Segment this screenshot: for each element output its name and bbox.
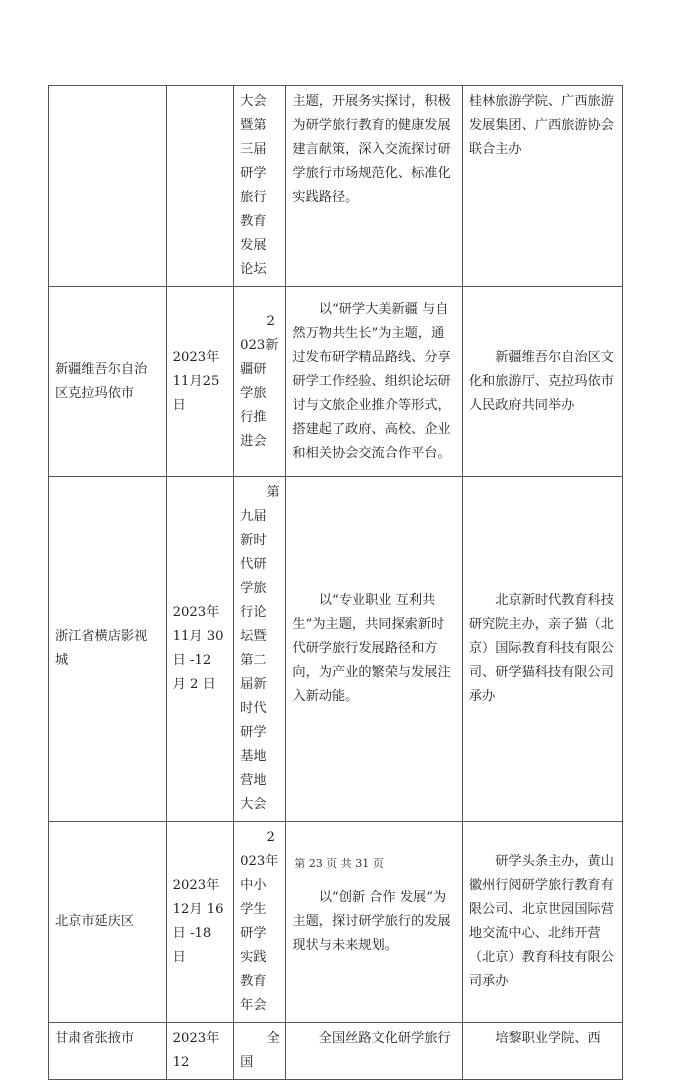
location-cell: 北京市延庆区 xyxy=(49,822,167,1023)
date-cell: 2023年12月 16 日 -18 日 xyxy=(166,822,234,1023)
table-row xyxy=(49,287,623,477)
location-cell: 新疆维吾尔自治区克拉玛依市 xyxy=(49,287,167,477)
event-cell: 大会暨第三届研学旅行教育发展论坛 xyxy=(234,86,286,287)
event-cell: 2023年中小学生研学实践教育年会 xyxy=(234,822,286,1023)
location-cell: 浙江省横店影视城 xyxy=(49,477,167,822)
content-cell: 主题，开展务实探讨，积极为研学旅行教育的健康发展建言献策，深入交流探讨研学旅行市场规范化、标准化实践路径。 xyxy=(286,86,462,287)
table-row xyxy=(49,86,623,287)
date-cell: 2023年12 xyxy=(166,1023,234,1080)
event-cell: 全国 xyxy=(234,1023,286,1080)
content-cell: 以“研学大美新疆 与自然万物共生长”为主题，通过发布研学精品路线、分享研学工作经验、组织论坛研讨与文旅企业推介等形式，搭建起了政府、高校、企业和相关协会交流合作平台。 xyxy=(286,287,462,477)
table-row xyxy=(49,477,623,822)
location-cell xyxy=(49,86,167,287)
organizer-cell: 培黎职业学院、西 xyxy=(462,1023,622,1080)
date-cell xyxy=(166,86,234,287)
event-cell: 第九届新时代研学旅行论坛暨第二届新时代研学基地营地大会 xyxy=(234,477,286,822)
organizer-cell: 研学头条主办，黄山徽州行阅研学旅行教育有限公司、北京世园国际营地交流中心、北纬开营（北京）教育科技有限公司承办 xyxy=(462,822,622,1023)
organizer-cell: 北京新时代教育科技研究院主办，亲子猫（北京）国际教育科技有限公司、研学猫科技有限公司承办 xyxy=(462,477,622,822)
date-cell: 2023年11月 30 日 -12 月 2 日 xyxy=(166,477,234,822)
table-row xyxy=(49,822,623,1023)
page-footer: 第 23 页 共 31 页 xyxy=(294,857,384,870)
table-row xyxy=(49,1023,623,1080)
content-cell: 全国丝路文化研学旅行 xyxy=(286,1023,462,1080)
organizer-cell: 新疆维吾尔自治区文化和旅游厅、克拉玛依市人民政府共同举办 xyxy=(462,287,622,477)
organizer-cell: 桂林旅游学院、广西旅游发展集团、广西旅游协会联合主办 xyxy=(462,86,622,287)
content-cell: 以“专业职业 互利共生”为主题，共同探索新时代研学旅行发展路径和方向，为产业的繁荣与发展注入新动能。 xyxy=(286,477,462,822)
location-cell: 甘肃省张掖市 xyxy=(49,1023,167,1080)
events-table xyxy=(48,85,623,1080)
event-cell: 2023新疆研学旅行推进会 xyxy=(234,287,286,477)
content-cell: 以“创新 合作 发展”为主题，探讨研学旅行的发展现状与未来规划。 xyxy=(286,822,462,1023)
date-cell: 2023年11月25日 xyxy=(166,287,234,477)
